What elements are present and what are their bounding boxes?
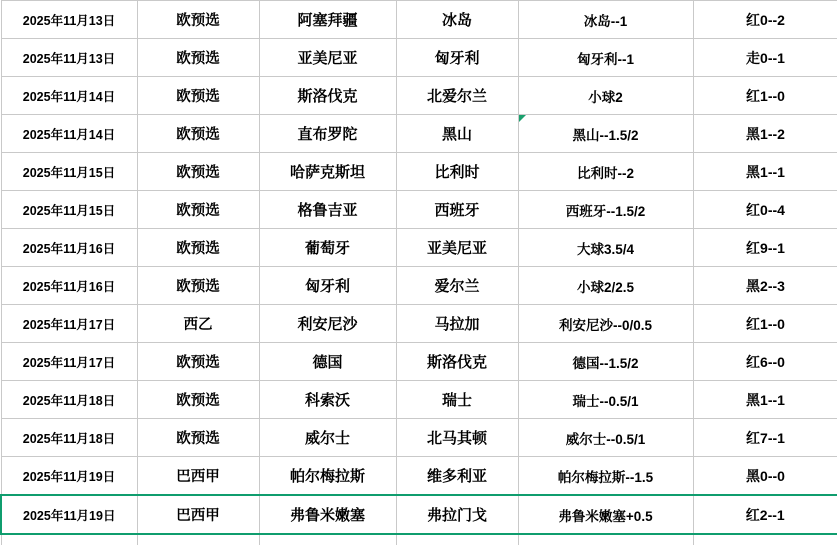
cell-result: 黑1--1 [693,153,837,191]
cell-away-team: 黑山 [396,115,518,153]
cell-pick: 小球2/2.5 [518,267,693,305]
table-row [1,457,837,496]
cell-home-team: 匈牙利 [259,267,396,305]
table-row [1,229,837,267]
cell-home-team: 帕尔梅拉斯 [259,457,396,496]
cell-result: 黑1--2 [693,115,837,153]
cell-pick: 利安尼沙--0/0.5 [518,305,693,343]
cell-result: 红0--2 [693,1,837,39]
cell-date: 2025年11月14日 [1,115,137,153]
table-row [1,419,837,457]
cell-pick: 大球3.5/4 [518,229,693,267]
table-row [1,115,837,153]
cell-league: 欧预选 [137,39,259,77]
cell-pick: 威尔士--0.5/1 [518,419,693,457]
table-row [1,191,837,229]
cell-date: 2025年11月15日 [1,191,137,229]
cell-league [137,534,259,545]
cell-home-team [259,534,396,545]
table-row [1,381,837,419]
cell-pick: 瑞士--0.5/1 [518,381,693,419]
cell-away-team: 维多利亚 [396,457,518,496]
cell-result: 红0--4 [693,191,837,229]
cell-result: 红2--1 [693,495,837,534]
cell-home-team: 阿塞拜疆 [259,1,396,39]
cell-date: 2025年11月15日 [1,153,137,191]
cell-pick [518,534,693,545]
cell-date: 2025年11月17日 [1,343,137,381]
cell-home-team: 直布罗陀 [259,115,396,153]
table-row-highlighted [1,495,837,534]
cell-pick: 帕尔梅拉斯--1.5 [518,457,693,496]
cell-pick: 冰岛--1 [518,1,693,39]
cell-league: 欧预选 [137,267,259,305]
cell-date: 2025年11月19日 [1,495,137,534]
cell-league: 欧预选 [137,381,259,419]
cell-away-team: 匈牙利 [396,39,518,77]
cell-result [693,534,837,545]
table-row [1,39,837,77]
cell-home-team: 弗鲁米嫩塞 [259,495,396,534]
cell-league: 欧预选 [137,153,259,191]
cell-home-team: 哈萨克斯坦 [259,153,396,191]
table-row [1,1,837,39]
cell-pick: 匈牙利--1 [518,39,693,77]
cell-league: 巴西甲 [137,495,259,534]
cell-away-team: 瑞士 [396,381,518,419]
cell-away-team: 亚美尼亚 [396,229,518,267]
cell-away-team: 冰岛 [396,1,518,39]
cell-league: 西乙 [137,305,259,343]
cell-league: 欧预选 [137,229,259,267]
cell-away-team: 斯洛伐克 [396,343,518,381]
cell-away-team: 比利时 [396,153,518,191]
table-body [1,1,837,545]
cell-league: 欧预选 [137,1,259,39]
cell-home-team: 德国 [259,343,396,381]
cell-date: 2025年11月13日 [1,1,137,39]
cell-pick: 西班牙--1.5/2 [518,191,693,229]
table-row-partial [1,534,837,545]
cell-away-team: 爱尔兰 [396,267,518,305]
cell-league: 巴西甲 [137,457,259,496]
table-row [1,267,837,305]
cell-date: 2025年11月18日 [1,381,137,419]
cell-result: 走0--1 [693,39,837,77]
cell-away-team [396,534,518,545]
cell-date: 2025年11月14日 [1,77,137,115]
cell-date: 2025年11月16日 [1,267,137,305]
cell-league: 欧预选 [137,115,259,153]
table-row [1,343,837,381]
cell-pick: 德国--1.5/2 [518,343,693,381]
cell-away-team: 西班牙 [396,191,518,229]
cell-home-team: 亚美尼亚 [259,39,396,77]
cell-league: 欧预选 [137,77,259,115]
cell-result: 红6--0 [693,343,837,381]
cell-result: 黑1--1 [693,381,837,419]
cell-home-team: 格鲁吉亚 [259,191,396,229]
cell-away-team: 马拉加 [396,305,518,343]
cell-date: 2025年11月18日 [1,419,137,457]
cell-date: 2025年11月13日 [1,39,137,77]
table-row [1,305,837,343]
cell-home-team: 科索沃 [259,381,396,419]
cell-home-team: 利安尼沙 [259,305,396,343]
cell-result: 黑0--0 [693,457,837,496]
cell-away-team: 北马其顿 [396,419,518,457]
cell-home-team: 葡萄牙 [259,229,396,267]
cell-pick: 黑山--1.5/2 [518,115,693,153]
cell-date [1,534,137,545]
cell-pick: 小球2 [518,77,693,115]
cell-away-team: 北爱尔兰 [396,77,518,115]
cell-away-team: 弗拉门戈 [396,495,518,534]
cell-home-team: 斯洛伐克 [259,77,396,115]
cell-result: 红1--0 [693,305,837,343]
cell-result: 红1--0 [693,77,837,115]
cell-result: 红9--1 [693,229,837,267]
cell-result: 黑2--3 [693,267,837,305]
cell-pick: 比利时--2 [518,153,693,191]
cell-league: 欧预选 [137,419,259,457]
cell-date: 2025年11月16日 [1,229,137,267]
cell-date: 2025年11月17日 [1,305,137,343]
cell-league: 欧预选 [137,343,259,381]
cell-date: 2025年11月19日 [1,457,137,496]
cell-result: 红7--1 [693,419,837,457]
cell-league: 欧预选 [137,191,259,229]
cell-pick: 弗鲁米嫩塞+0.5 [518,495,693,534]
table-row [1,153,837,191]
table-row [1,77,837,115]
cell-home-team: 威尔士 [259,419,396,457]
